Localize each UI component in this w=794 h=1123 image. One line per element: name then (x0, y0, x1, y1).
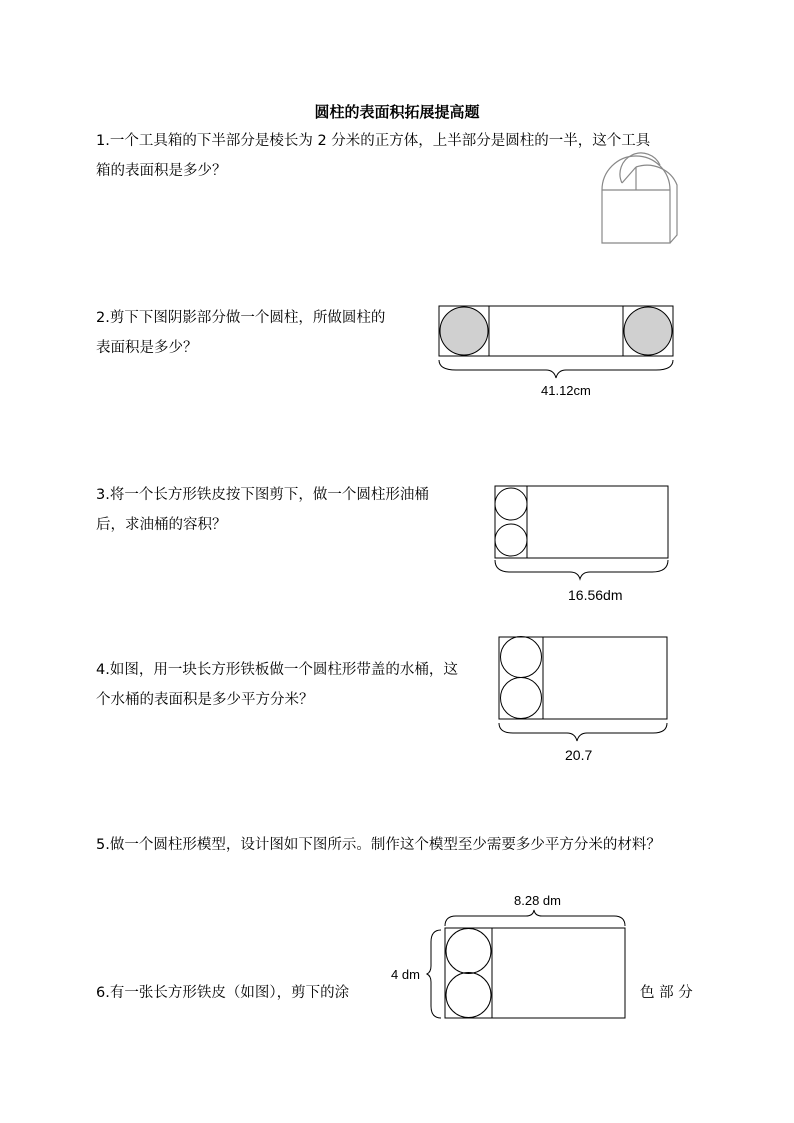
question-1-line-1: 1.一个工具箱的下半部分是棱长为 2 分米的正方体，上半部分是圆柱的一半，这个工具 (96, 133, 651, 149)
dimension-label-4: 20.7 (565, 747, 593, 763)
dimension-label-top: 8.28 dm (514, 893, 561, 908)
sheet-rect (495, 486, 668, 558)
question-4-line-1: 4.如图，用一块长方形铁板做一个圆柱形带盖的水桶，这 (96, 662, 458, 678)
dimension-label-3: 16.56dm (568, 587, 623, 603)
question-1 (96, 126, 650, 186)
question-2-line-1: 2.剪下下图阴影部分做一个圆柱，所做圆柱的 (96, 310, 386, 326)
shaded-circle-right (624, 307, 672, 355)
figure-3 (492, 484, 672, 580)
figure-4 (497, 635, 671, 743)
question-3-line-1: 3.将一个长方形铁皮按下图剪下，做一个圆柱形油桶 (96, 487, 429, 503)
brace (439, 360, 673, 378)
question-6-end: 色 部 分 (640, 985, 693, 1001)
question-4-line-2: 个水桶的表面积是多少平方分米？ (96, 692, 314, 708)
question-5-line-1: 5.做一个圆柱形模型，设计图如下图所示。制作这个模型至少需要多少平方分米的材料？ (96, 837, 661, 853)
figure-6 (426, 908, 630, 1022)
dimension-label-2: 41.12cm (541, 383, 591, 398)
brace (495, 560, 668, 579)
brace-left (427, 930, 441, 1018)
question-4 (96, 655, 458, 715)
toolbox-figure (600, 155, 680, 247)
brace-top (445, 910, 625, 926)
question-2-line-2: 表面积是多少？ (96, 340, 198, 356)
question-5 (96, 830, 661, 860)
shaded-circle-left (440, 307, 488, 355)
dimension-label-left: 4 dm (391, 967, 420, 982)
question-6-start: 6.有一张长方形铁皮（如图），剪下的涂 (96, 985, 350, 1001)
page-title: 圆柱的表面积拓展提高题 (314, 103, 480, 121)
question-2 (96, 303, 385, 363)
question-3 (96, 480, 429, 540)
figure-2 (436, 304, 676, 380)
question-3-line-2: 后，求油桶的容积？ (96, 517, 227, 533)
brace (499, 723, 667, 741)
question-1-line-2: 箱的表面积是多少？ (96, 163, 227, 179)
